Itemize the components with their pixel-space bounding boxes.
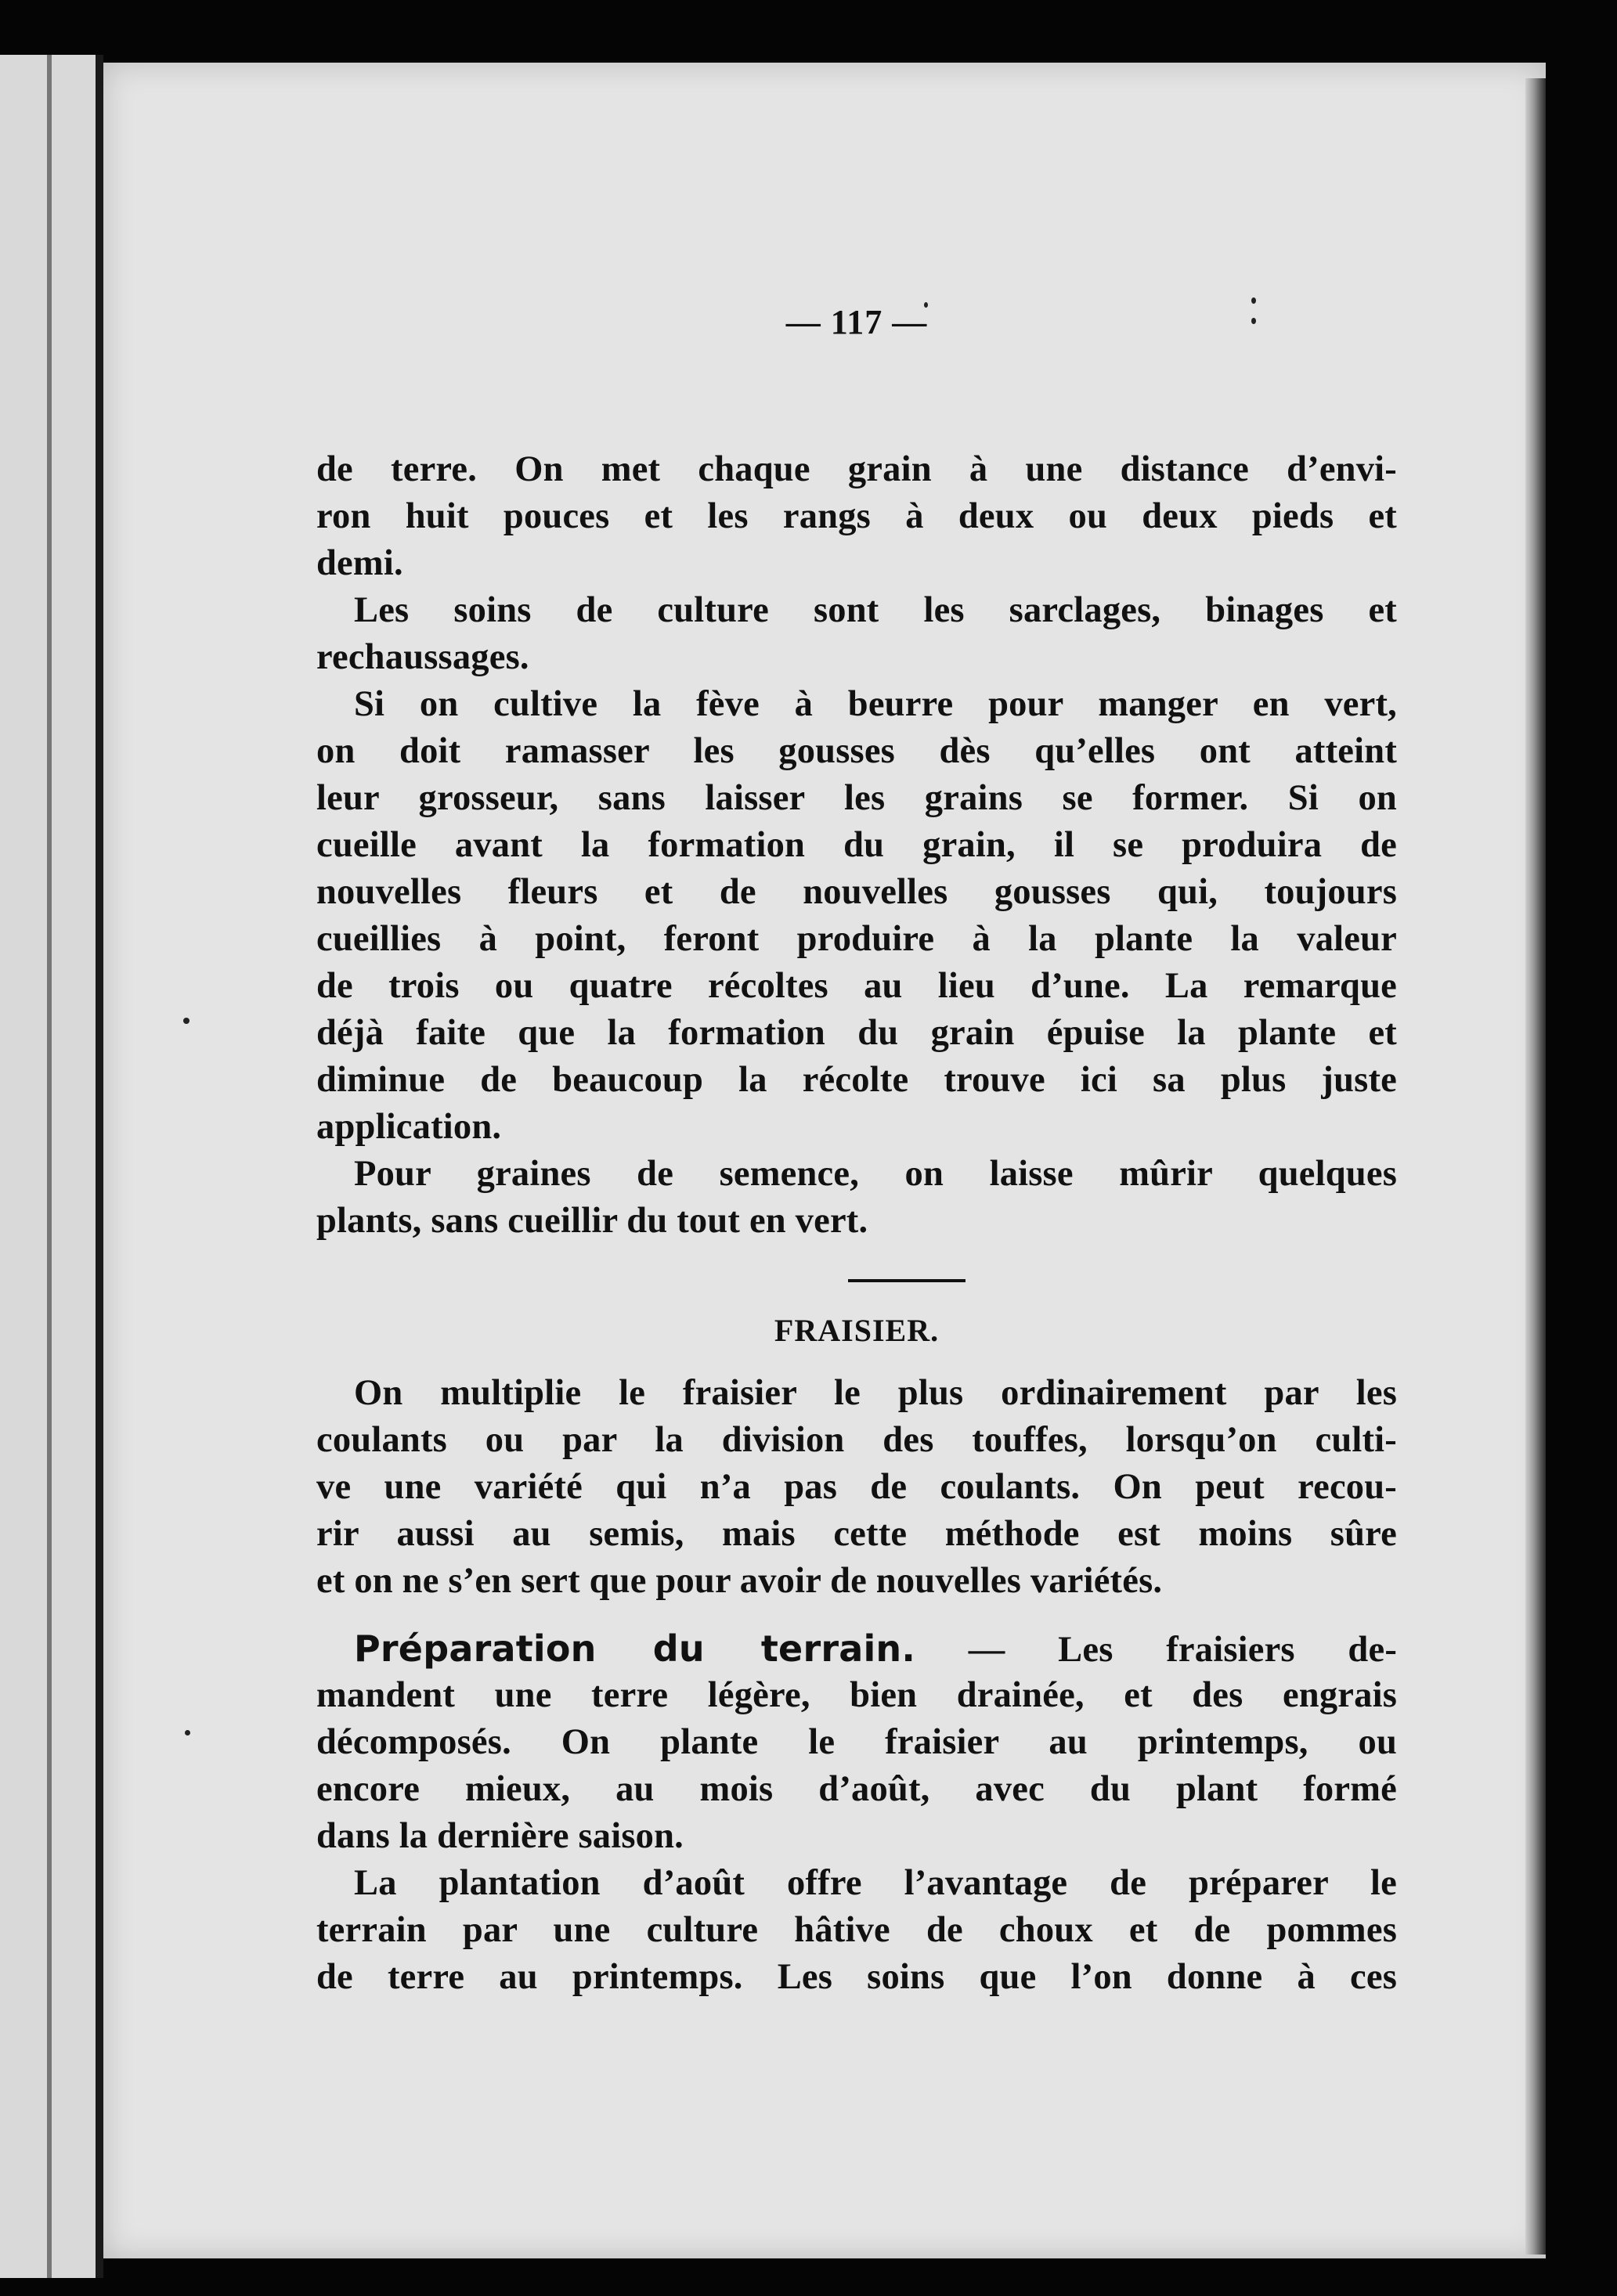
text-line: ve une variété qui n’a pas de coulants. On peut recou-	[316, 1467, 1397, 1507]
section-divider	[848, 1279, 966, 1282]
book-page	[103, 63, 1546, 2258]
text-line: La plantation d’août offre l’avantage de préparer le	[354, 1863, 1397, 1903]
page-fore-edge	[1525, 78, 1546, 2255]
text-line: demi.	[316, 543, 403, 583]
text-line: rir aussi au semis, mais cette méthode est moins sûre	[316, 1514, 1397, 1554]
text-line: application.	[316, 1107, 502, 1147]
text-line: coulants ou par la division des touffes, lorsqu’on culti-	[316, 1420, 1397, 1460]
text-line: Pour graines de semence, on laisse mûrir quelques	[354, 1154, 1397, 1194]
text-line: leur grosseur, sans laisser les grains se former. Si on	[316, 778, 1397, 818]
text-line: plants, sans cueillir du tout en vert.	[316, 1201, 868, 1241]
text-line: encore mieux, au mois d’août, avec du plant formé	[316, 1769, 1397, 1809]
text-line: terrain par une culture hâtive de choux et de pommes	[316, 1910, 1397, 1950]
text-line: on doit ramasser les gousses dès qu’elles ont atteint	[316, 731, 1397, 771]
text-line: ron huit pouces et les rangs à deux ou deux pieds et	[316, 496, 1397, 536]
text-line: décomposés. On plante le fraisier au printemps, ou	[316, 1722, 1397, 1762]
text-line: dans la dernière saison.	[316, 1816, 684, 1856]
facing-page-edge	[0, 55, 103, 2278]
page-number: — 117 —	[785, 303, 928, 341]
text-line: cueillies à point, feront produire à la plante la valeur	[316, 919, 1397, 959]
text-line: Si on cultive la fève à beurre pour manger en vert,	[354, 684, 1397, 724]
text-line: de terre au printemps. Les soins que l’on donne à ces	[316, 1957, 1397, 1997]
text-line: et on ne s’en sert que pour avoir de nouvelles variétés.	[316, 1561, 1163, 1601]
text-line: mandent une terre légère, bien drainée, et des engrais	[316, 1675, 1397, 1715]
text-line: cueille avant la formation du grain, il se produira de	[316, 825, 1397, 865]
text-line: déjà faite que la formation du grain épuise la plante et	[316, 1013, 1397, 1053]
text-line	[316, 1625, 1397, 1672]
text-line: rechaussages.	[316, 637, 529, 677]
text-line: de trois ou quatre récoltes au lieu d’une. La remarque	[316, 966, 1397, 1006]
section-heading: FRAISIER.	[774, 1313, 940, 1348]
text-run: — Les fraisiers de-	[915, 1630, 1397, 1670]
page-gutter-line	[47, 55, 52, 2278]
text-line: On multiplie le fraisier le plus ordinairement par les	[354, 1373, 1397, 1413]
text-line: Les soins de culture sont les sarclages, binages et	[354, 590, 1397, 630]
text-line: de terre. On met chaque grain à une distance d’envi-	[316, 449, 1397, 489]
text-line: nouvelles fleurs et de nouvelles gousses qui, toujours	[316, 872, 1397, 912]
print-speck	[183, 1018, 189, 1024]
print-speck	[185, 1730, 190, 1736]
run-in-heading: Préparation du terrain.	[354, 1627, 916, 1670]
text-line: diminue de beaucoup la récolte trouve ici sa plus juste	[316, 1060, 1397, 1100]
